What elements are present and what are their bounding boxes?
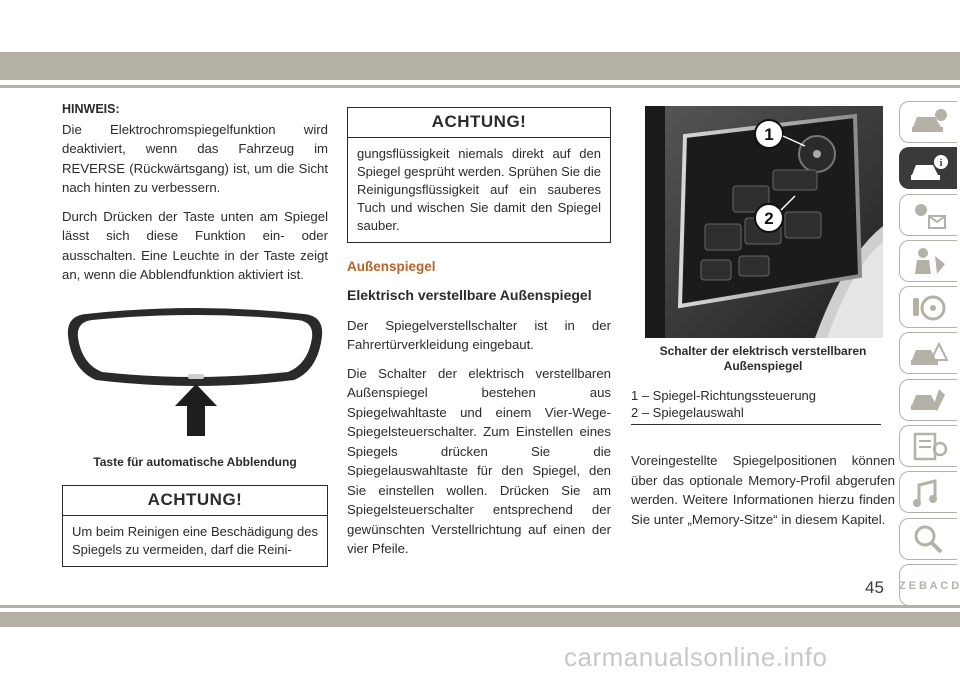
photo-caption: Schalter der elektrisch verstellbaren Außenspiegel bbox=[659, 344, 867, 373]
warning-box-2 bbox=[347, 107, 611, 243]
warning-text: Um beim Reinigen eine Beschädigung des Spiegels zu vermeiden, darf die Reini- bbox=[72, 524, 318, 557]
legend-item-1: 1 – Spiegel-Richtungssteuerung bbox=[631, 388, 817, 403]
chapter-tabs bbox=[899, 101, 959, 610]
tab-customer-assistance[interactable] bbox=[899, 518, 957, 560]
car-key-info-icon bbox=[909, 153, 949, 183]
page-number: 45 bbox=[865, 578, 884, 597]
column-3 bbox=[631, 344, 895, 538]
mirror-illustration bbox=[62, 300, 328, 469]
roadside-emergency-icon bbox=[909, 338, 949, 368]
mirror-switch-photo bbox=[645, 106, 883, 338]
tab-instrument-panel[interactable] bbox=[899, 194, 957, 236]
footer-band bbox=[0, 612, 960, 627]
tab-in-case-of-emergency[interactable] bbox=[899, 332, 957, 374]
language-index-icon bbox=[898, 570, 959, 600]
dimming-paragraph: Durch Drücken der Taste unten am Spiegel lässt sich diese Funktion ein- oder ausschalten. Eine Leuchte in der Taste zeigt an, wenn die Abblendfunktion aktiviert ist. bbox=[62, 208, 328, 282]
note-text: Die Elektrochromspiegelfunktion wird deaktiviert, wenn das Fahrzeug im REVERSE (Rückwärtsgang) ist, um die Sicht nach hinten zu verbessern. bbox=[62, 121, 328, 195]
index-letters: Z E B A C D bbox=[898, 579, 959, 592]
legend-rule bbox=[631, 424, 881, 425]
rearview-mirror-icon bbox=[62, 300, 328, 440]
column-2 bbox=[347, 107, 611, 568]
tab-servicing-maintenance[interactable] bbox=[899, 379, 957, 421]
svg-text:i: i bbox=[939, 158, 942, 170]
legend-item-2: 2 – Spiegelauswahl bbox=[631, 405, 744, 420]
header-band bbox=[0, 52, 960, 80]
safety-airbag-icon bbox=[909, 246, 949, 276]
warning-title: ACHTUNG! bbox=[348, 108, 610, 138]
mirror-caption: Taste für automatische Abblendung bbox=[93, 455, 297, 469]
tab-vehicle-introduction[interactable] bbox=[899, 101, 957, 143]
car-service-icon bbox=[909, 385, 949, 415]
callout-2: 2 bbox=[764, 209, 774, 228]
location-paragraph: Der Spiegelverstellschalter ist in der Fahrertürverkleidung eingebaut. bbox=[347, 317, 611, 352]
search-index-icon bbox=[909, 524, 949, 554]
watermark: carmanualsonline.info bbox=[564, 642, 828, 672]
footer-rule bbox=[0, 605, 960, 608]
warning-box-1 bbox=[62, 485, 328, 567]
tab-getting-to-know[interactable] bbox=[899, 147, 957, 189]
door-switch-panel-icon bbox=[645, 106, 883, 338]
warning-title: ACHTUNG! bbox=[63, 486, 327, 516]
tab-safety[interactable] bbox=[899, 240, 957, 282]
tab-starting-operating[interactable] bbox=[899, 286, 957, 328]
warning-text: gungsflüssigkeit niemals direkt auf den Spiegel gesprüht werden. Sprühen Sie die Reinigungsflüssigkeit auf ein sauberes Tuch und wischen Sie damit den Spiegel sauber. bbox=[357, 145, 601, 233]
tab-technical-specifications[interactable] bbox=[899, 425, 957, 467]
car-info-icon bbox=[909, 107, 949, 137]
column-1 bbox=[62, 100, 328, 294]
warning-lights-icon bbox=[909, 200, 949, 230]
steering-wheel-icon bbox=[909, 292, 949, 322]
callout-1: 1 bbox=[764, 125, 774, 144]
section-heading: Außenspiegel bbox=[347, 258, 436, 274]
memory-paragraph: Voreingestellte Spiegelpositionen können über das optionale Memory-Profil abgerufen werden. Weitere Informationen hierzu finden Sie unter „Memory-Sitze“ in diesem Kapitel. bbox=[631, 453, 895, 527]
multimedia-icon bbox=[909, 477, 949, 507]
header-rule bbox=[0, 85, 960, 88]
tab-multimedia[interactable] bbox=[899, 471, 957, 513]
subsection-heading: Elektrisch verstellbare Außenspiegel bbox=[347, 287, 592, 303]
tab-index[interactable] bbox=[899, 564, 957, 606]
note-label: HINWEIS: bbox=[62, 102, 120, 116]
maintenance-checklist-icon bbox=[909, 431, 949, 461]
switch-paragraph: Die Schalter der elektrisch verstellbaren Außenspiegel bestehen aus Spiegelwahltaste und einem Vier-Wege-Spiegelsteuerschalter. Zum Einstellen eines Spiegels drücken Sie die Spiegelauswahltaste für den Spiegel, den Sie einstellen wollen. Drücken Sie am Spiegelsteuerschalter entsprechend der gewünschten Verstellrichtung auf einen der vier Pfeile. bbox=[347, 365, 611, 556]
legend-list bbox=[631, 387, 895, 425]
